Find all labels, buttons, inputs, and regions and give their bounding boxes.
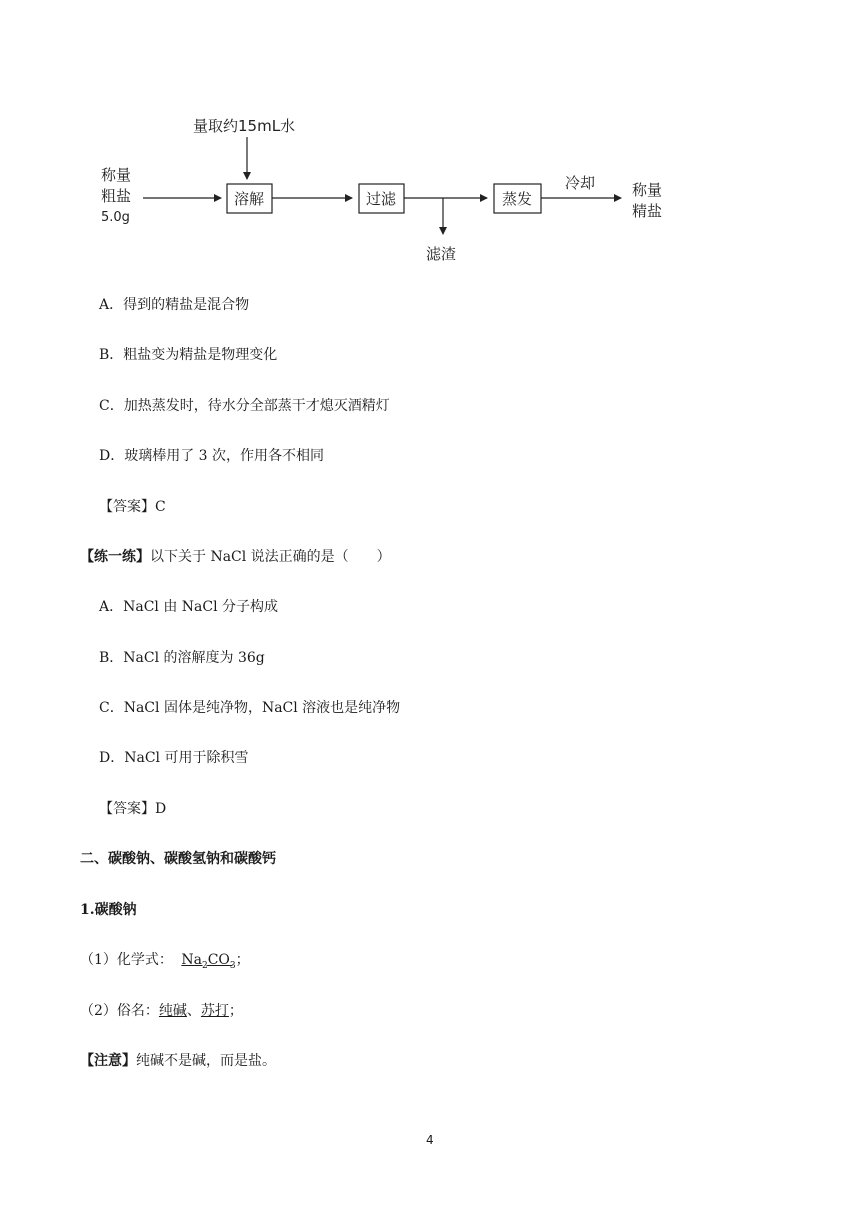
formula-line — [80, 951, 250, 975]
section-subheading: 1.碳酸钠 — [80, 902, 137, 918]
start-line2: 粗盐 — [101, 187, 132, 205]
note-text: 纯碱不是碱，而是盐。 — [136, 1053, 276, 1069]
q1-answer: 【答案】C — [99, 499, 166, 515]
start-line1: 称量 — [101, 166, 132, 184]
end-line2: 精盐 — [632, 202, 663, 220]
formula-end: ； — [235, 952, 250, 968]
alias-2: 苏打 — [200, 1003, 229, 1019]
cool-label: 冷却 — [565, 174, 596, 192]
alias-label: （2）俗名： — [80, 1003, 159, 1019]
q2-tag: 【练一练】 — [80, 549, 150, 565]
alias-line — [80, 1002, 243, 1020]
end-line1: 称量 — [632, 181, 663, 199]
alias-end: ； — [228, 1003, 243, 1019]
q2-text: 以下关于 NaCl 说法正确的是（ ） — [150, 549, 391, 565]
q1-option-a: A．得到的精盐是混合物 — [99, 297, 250, 313]
q2-option-b: B．NaCl 的溶解度为 36g — [99, 650, 265, 666]
box-evaporate-label: 蒸发 — [502, 190, 533, 208]
q2-answer: 【答案】D — [99, 801, 167, 817]
q1-option-c: C．加热蒸发时，待水分全部蒸干才熄灭酒精灯 — [99, 398, 390, 414]
page-number: 4 — [426, 1133, 434, 1147]
note-tag: 【注意】 — [80, 1053, 136, 1069]
q1-option-d: D．玻璃棒用了 3 次，作用各不相同 — [99, 448, 325, 464]
residue-label: 滤渣 — [426, 245, 457, 263]
note-line — [80, 1052, 276, 1070]
start-line3: 5.0g — [101, 210, 130, 225]
q2-option-c: C．NaCl 固体是纯净物，NaCl 溶液也是纯净物 — [99, 700, 401, 716]
box-dissolve-label: 溶解 — [234, 190, 265, 208]
top-label: 量取约15mL水 — [193, 117, 296, 135]
section-heading: 二、碳酸钠、碳酸氢钠和碳酸钙 — [80, 851, 276, 867]
q2-question — [80, 548, 391, 566]
q2-option-a: A．NaCl 由 NaCl 分子构成 — [99, 599, 279, 615]
formula-label: （1）化学式： — [80, 952, 173, 968]
formula-value: $Na_2CO_3$ — [181, 952, 236, 971]
q2-option-d: D．NaCl 可用于除积雪 — [99, 750, 249, 766]
salt-purification-flowchart — [0, 0, 860, 280]
box-filter-label: 过滤 — [366, 190, 397, 208]
alias-sep: 、 — [186, 1003, 201, 1019]
alias-1: 纯碱 — [158, 1003, 187, 1019]
q1-option-b: B．粗盐变为精盐是物理变化 — [99, 347, 278, 363]
